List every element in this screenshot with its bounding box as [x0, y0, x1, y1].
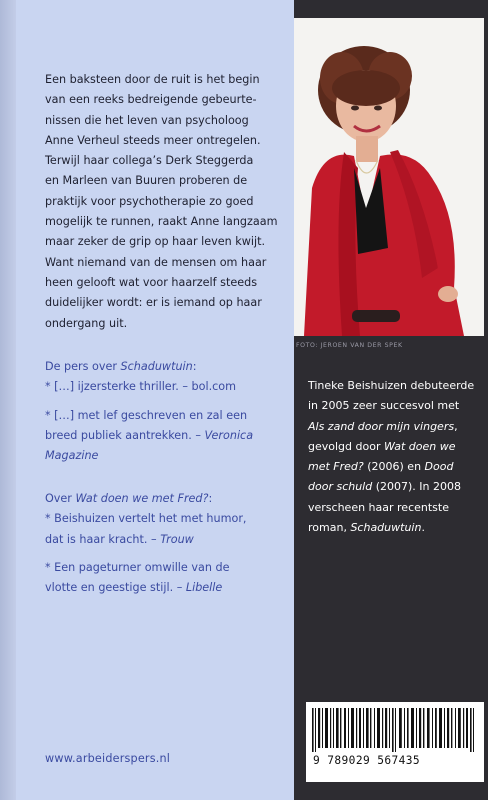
- blurb-line: praktijk voor psychotherapie zo goed: [45, 194, 254, 208]
- blurb-line: ondergang uit.: [45, 316, 128, 330]
- press-quote: * Een pageturner omwille van de vlotte en geestige stijl. – Libelle: [45, 560, 230, 595]
- barcode-bars: [312, 708, 480, 752]
- author-photo: [294, 18, 484, 336]
- press-intro: De pers over Schaduwtuin:: [45, 360, 197, 373]
- blurb-line: maar zeker de grip op haar leven kwijt.: [45, 235, 266, 249]
- synopsis-blurb: [45, 70, 287, 334]
- press-quote: * […] ijzersterke thriller. – bol.com: [45, 380, 237, 394]
- blurb-line: Terwijl haar collega’s Derk Steggerda: [45, 154, 254, 168]
- press-quotes-schaduwtuin: [45, 357, 290, 466]
- blurb-line: van een reeks bedreigende gebeurte-: [45, 93, 257, 107]
- blurb-line: Een baksteen door de ruit is het begin: [45, 73, 260, 86]
- author-bio: Tineke Beishuizen debuteerde in 2005 zeer succesvol met Als zand door mijn vingers, gevolgd door Wat doen we met Fred? (2006) en Dood door schuld (2007). In 2008 verscheen haar recentste roman, Schaduwtuin.: [308, 379, 475, 535]
- blurb-line: mogelijk te runnen, raakt Anne langzaam: [45, 215, 278, 229]
- press-intro: Over Wat doen we met Fred?:: [45, 492, 213, 505]
- press-quote: * […] met lef geschreven en zal een breed publiek aantrekken. – Veronica Magazine: [45, 408, 254, 463]
- blurb-line: en Marleen van Buuren proberen de: [45, 174, 248, 188]
- spine-edge: [0, 0, 16, 800]
- publisher-website[interactable]: www.arbeiderspers.nl: [45, 752, 171, 765]
- blurb-line: Anne Verheul steeds meer ontregelen.: [45, 133, 261, 147]
- press-quotes-fred: [45, 489, 290, 598]
- isbn-number: 9 789029 567435: [313, 754, 421, 767]
- author-portrait-illustration: [294, 18, 484, 336]
- blurb-line: nissen die het leven van psycholoog: [45, 113, 249, 127]
- press-quote: * Beishuizen vertelt het met humor, dat is haar kracht. – Trouw: [45, 512, 247, 546]
- blurb-line: duidelijker wordt: er is iemand op haar: [45, 296, 262, 310]
- photo-credit: FOTO: JEROEN VAN DER SPEK: [296, 342, 403, 349]
- blurb-line: Want niemand van de mensen om haar: [45, 255, 267, 269]
- blurb-line: heen gelooft wat voor haarzelf steeds: [45, 275, 258, 289]
